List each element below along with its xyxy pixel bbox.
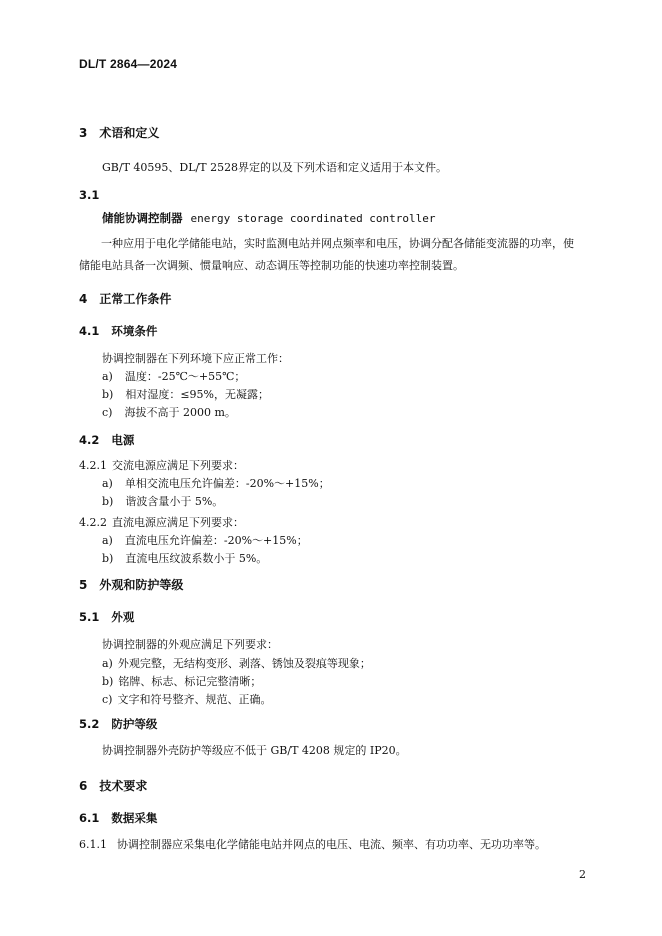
subsection-4-2-heading	[79, 432, 134, 448]
document-code-header: DL/T 2864—2024	[79, 57, 178, 71]
subsection-number: 4.1	[79, 324, 100, 338]
list-text: 文字和符号整齐、规范、正确。	[117, 693, 272, 706]
section-title: 术语和定义	[99, 126, 160, 140]
list-text: 相对湿度：≤95%，无凝露；	[125, 388, 270, 401]
list-text: 铭牌、标志、标记完整清晰；	[118, 675, 262, 688]
list-item	[102, 673, 261, 689]
section-number: 4	[79, 292, 88, 306]
list-label: a)	[102, 657, 113, 670]
term-number: 3.1	[79, 188, 100, 202]
list-item	[102, 532, 308, 548]
section-title: 外观和防护等级	[99, 578, 184, 592]
clause-number: 4.2.2	[79, 516, 107, 529]
list-label: c)	[102, 406, 113, 419]
section-3-intro: GB/T 40595、DL/T 2528界定的以及下列术语和定义适用于本文件。	[102, 161, 448, 174]
subsection-number: 6.1	[79, 811, 100, 825]
section-number: 6	[79, 779, 88, 793]
clause-text: 协调控制器应采集电化学储能电站并网点的电压、电流、频率、有功功率、无功功率等。	[117, 838, 546, 851]
subsection-4-1-intro: 协调控制器在下列环境下应正常工作：	[102, 352, 289, 365]
list-text: 外观完整，无结构变形、剥落、锈蚀及裂痕等现象；	[117, 657, 371, 670]
section-number: 5	[79, 578, 88, 592]
list-item	[102, 386, 269, 402]
list-label: a)	[102, 477, 113, 490]
list-label: b)	[102, 675, 114, 688]
list-item	[102, 493, 223, 509]
list-text: 直流电压允许偏差：-20%～+15%；	[124, 534, 308, 547]
term-english: energy storage coordinated controller	[190, 212, 436, 225]
list-label: c)	[102, 693, 113, 706]
subsection-title: 电源	[111, 433, 135, 447]
clause-6-1-1	[79, 836, 546, 852]
subsection-title: 外观	[111, 610, 135, 624]
subsection-5-2-text: 协调控制器外壳防护等级应不低于 GB/T 4208 规定的 IP20。	[102, 744, 407, 757]
subsection-title: 防护等级	[111, 717, 158, 731]
subsection-title: 数据采集	[111, 811, 158, 825]
list-text: 单相交流电压允许偏差：-20%～+15%；	[124, 477, 330, 490]
term-definition: 一种应用于电化学储能电站，实时监测电站并网点频率和电压，协调分配各储能变流器的功率，使储能电站具备一次调频、惯量响应、动态调压等控制功能的快速功率控制装置。	[79, 237, 574, 272]
list-text: 谐波含量小于 5%。	[125, 495, 224, 508]
list-item	[102, 475, 330, 491]
section-title: 技术要求	[99, 779, 148, 793]
subsection-4-1-heading	[79, 323, 157, 339]
term-heading	[102, 210, 436, 226]
clause-4-2-1	[79, 457, 244, 473]
list-label: b)	[102, 552, 114, 565]
subsection-5-1-heading	[79, 609, 134, 625]
page-number: 2	[579, 868, 586, 881]
clause-text: 交流电源应满足下列要求：	[112, 459, 244, 472]
clause-4-2-2	[79, 514, 244, 530]
list-label: a)	[102, 534, 113, 547]
subsection-5-2-heading	[79, 716, 157, 732]
subsection-6-1-heading	[79, 810, 157, 826]
list-text: 温度：-25℃～+55℃；	[124, 370, 246, 383]
list-item	[102, 550, 267, 566]
subsection-title: 环境条件	[111, 324, 158, 338]
list-text: 海拔不高于 2000 m。	[124, 406, 236, 419]
list-item	[102, 368, 245, 384]
section-6-heading	[79, 777, 147, 794]
subsection-number: 5.1	[79, 610, 100, 624]
section-title: 正常工作条件	[99, 292, 172, 306]
clause-number: 6.1.1	[79, 838, 107, 851]
subsection-number: 4.2	[79, 433, 100, 447]
list-label: b)	[102, 495, 114, 508]
list-item	[102, 404, 236, 420]
clause-number: 4.2.1	[79, 459, 107, 472]
section-5-heading	[79, 576, 183, 593]
list-label: a)	[102, 370, 113, 383]
list-label: b)	[102, 388, 114, 401]
list-item	[102, 655, 371, 671]
section-4-heading	[79, 290, 171, 307]
term-chinese: 储能协调控制器	[102, 211, 183, 225]
list-item	[102, 691, 271, 707]
section-3-heading	[79, 124, 159, 141]
subsection-5-1-intro: 协调控制器的外观应满足下列要求：	[102, 638, 278, 651]
subsection-number: 5.2	[79, 717, 100, 731]
clause-text: 直流电源应满足下列要求：	[112, 516, 244, 529]
list-text: 直流电压纹波系数小于 5%。	[125, 552, 268, 565]
section-number: 3	[79, 126, 88, 140]
